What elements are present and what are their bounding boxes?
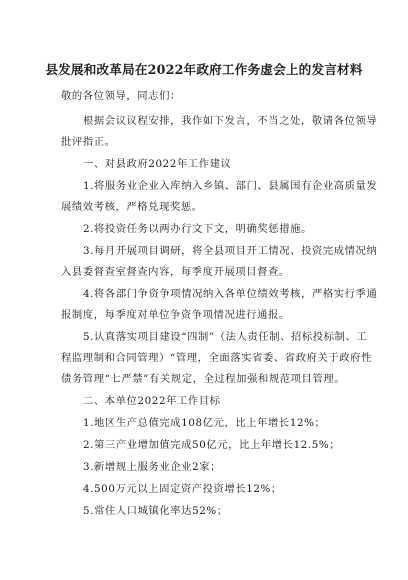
section2-heading: 二、本单位2022年工作目标	[83, 395, 221, 407]
salutation: 敬的各位领导，同志们：	[61, 90, 181, 102]
section1-heading: 一、对县政府2022年工作建议	[83, 158, 232, 170]
section1-item-1-line-2: 展绩效考核，严格兑现奖惩。	[61, 201, 203, 213]
section2-item-4: 4.500万元以上固定资产投资增长12%；	[83, 483, 282, 495]
intro-line-2: 批评指正。	[61, 136, 116, 148]
section1-item-2-line-1: 2.将投资任务以两办行文下文，明确奖惩措施。	[83, 223, 312, 235]
section1-item-5-line-1: 5.认真落实项目建设“四制”（法人责任制、招标投标制、工	[83, 331, 368, 343]
intro-line-1: 根据会议议程安排，我作如下发言，不当之处，敬请各位领导	[83, 115, 378, 127]
section1-item-4-line-2: 报制度，每季度对单位争资争项情况进行通报。	[61, 309, 290, 321]
document-title: 县发展和改革局在2022年政府工作务虚会上的发言材料	[45, 62, 363, 77]
section1-item-3-line-2: 入县委督查室督查内容，每季度开展项目督查。	[61, 266, 290, 278]
section1-item-4-line-1: 4.将各部门争资争项情况纳入各单位绩效考核，严格实行季通	[83, 288, 378, 300]
section2-item-2: 2.第三产业增加值完成50亿元，比上年增长12.5%；	[83, 439, 341, 451]
section1-item-1-line-1: 1.将服务业企业入库纳入乡镇、部门、县属国有企业高质量发	[83, 180, 378, 192]
section2-item-3: 3.新增规上服务业企业2家；	[83, 461, 222, 473]
section1-item-5-line-3: 债务管理“七严禁”有关规定，全过程加强和规范项目管理。	[61, 373, 346, 385]
section1-item-3-line-1: 3.每月开展项目调研，将全县项目开工情况、投资完成情况纳	[83, 245, 378, 257]
section2-item-1: 1.地区生产总值完成108亿元，比上年增长12%；	[83, 417, 326, 429]
section2-item-5: 5.常住人口城镇化率达52%；	[83, 505, 228, 517]
section1-item-5-line-2: 程监理制和合同管理）“管理，全面落实省委、省政府关于政府性	[61, 352, 372, 364]
